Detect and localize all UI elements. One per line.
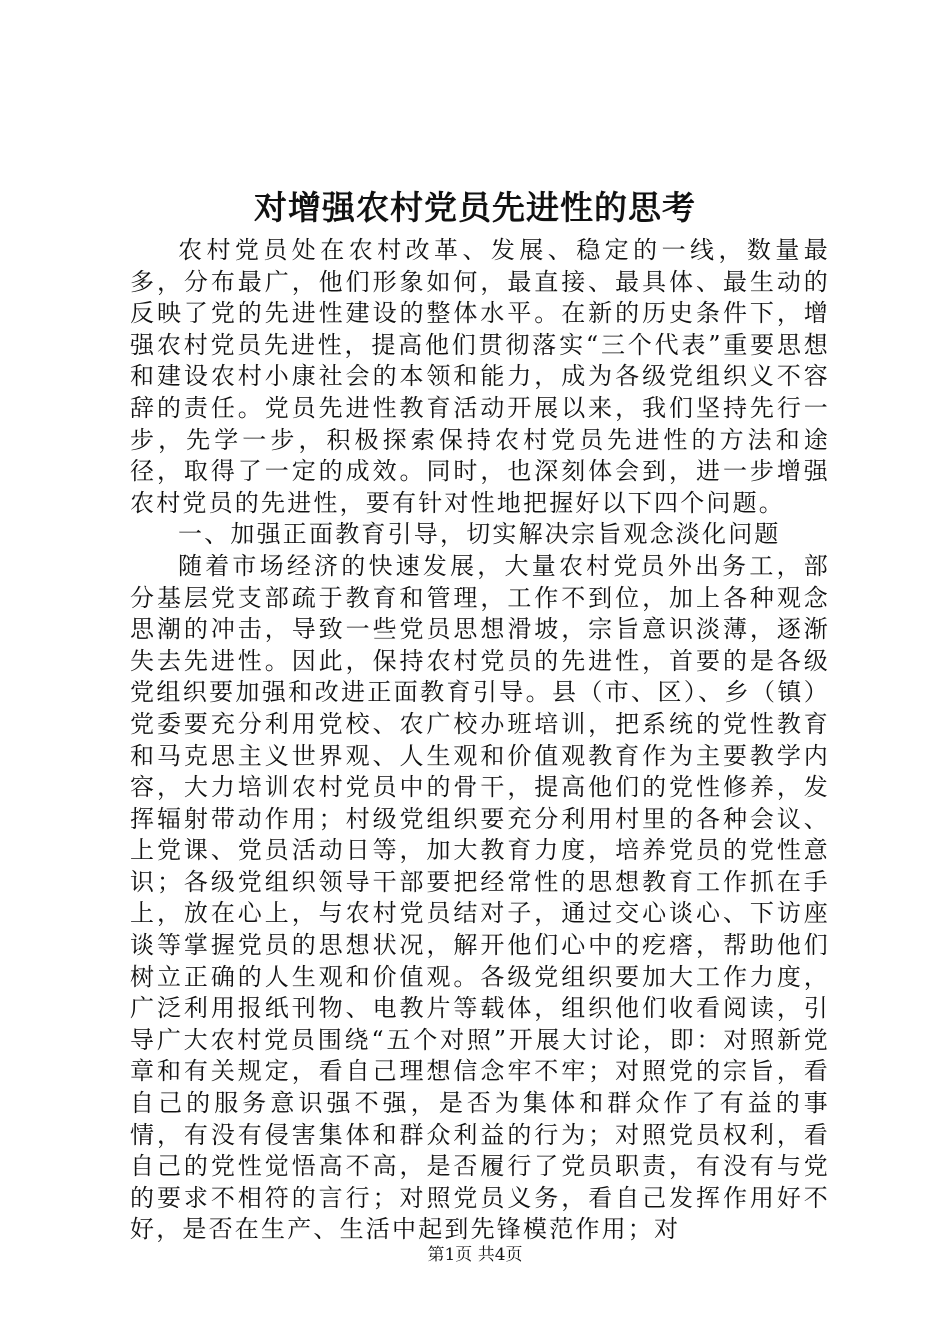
document-title: 对增强农村党员先进性的思考: [254, 188, 696, 227]
page-number-footer: 第1页 共4页: [427, 1245, 523, 1265]
paragraph-section-1: 随着市场经济的快速发展，大量农村党员外出务工，部分基层党支部疏于教育和管理，工作不到位，加上各种观念思潮的冲击，导致一些党员思想滑坡，宗旨意识淡薄，逐渐失去先进性。因此，保持农村党员的先进性，首要的是各级党组织要加强和改进正面教育引导。县（市、区）、乡（镇）党委要充分利用党校、农广校办班培训，把系统的党性教育和马克思主义世界观、人生观和价值观教育作为主要教学内容，大力培训农村党员中的骨干，提高他们的党性修养，发挥辐射带动作用；村级党组织要充分利用村里的各种会议、上党课、党员活动日等，加大教育力度，培养党员的党性意识；各级党组织领导干部要把经常性的思想教育工作抓在手上，放在心上，与农村党员结对子，通过交心谈心、下访座谈等掌握党员的思想状况，解开他们心中的疙瘩，帮助他们树立正确的人生观和价值观。各级党组织要加大工作力度，广泛利用报纸刊物、电教片等载体，组织他们收看阅读，引导广大农村党员围绕“五个对照”开展大讨论，即：对照新党章和有关规定，看自己理想信念牢不牢；对照党的宗旨，看自己的服务意识强不强，是否为集体和群众作了有益的事情，有没有侵害集体和群众利益的行为；对照党员权利，看自己的党性觉悟高不高，是否履行了党员职责，有没有与党的要求不相符的言行；对照党员义务，看自己发挥作用好不好，是否在生产、生活中起到先锋模范作用；对: [130, 551, 830, 1244]
paragraph-intro: 农村党员处在农村改革、发展、稳定的一线，数量最多，分布最广，他们形象如何，最直接、最具体、最生动的反映了党的先进性建设的整体水平。在新的历史条件下，增强农村党员先进性，提高他们贯彻落实“三个代表”重要思想和建设农村小康社会的本领和能力，成为各级党组织义不容辞的责任。党员先进性教育活动开展以来，我们坚持先行一步，先学一步，积极探索保持农村党员先进性的方法和途径，取得了一定的成效。同时，也深刻体会到，进一步增强农村党员的先进性，要有针对性地把握好以下四个问题。: [130, 236, 830, 517]
document-body: [130, 235, 830, 1246]
section-heading-1: 一、加强正面教育引导，切实解决宗旨观念淡化问题: [178, 520, 781, 549]
